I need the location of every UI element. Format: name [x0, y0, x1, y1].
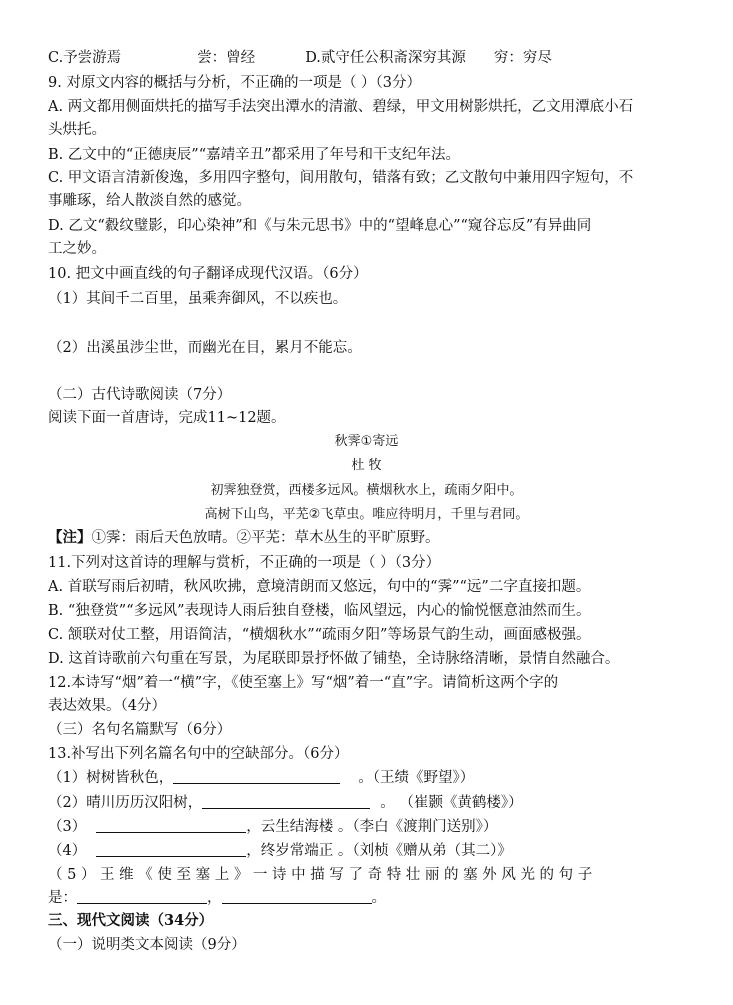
q9-option-a-line2: 头烘托。 [48, 122, 106, 138]
poem-note [48, 529, 440, 547]
q11-option-d: D. 这首诗歌前六句重在写景，为尾联即景抒怀做了铺垫，全诗脉络清晰，景情自然融合。 [48, 651, 620, 667]
option-c-d-line [48, 49, 552, 67]
answer-blank[interactable] [173, 769, 340, 784]
part-3-heading: 三、现代文阅读（34分） [48, 912, 214, 929]
poem-line-2: 高树下山鸟，平芜②飞草虫。唯应待明月，千里与君同。 [204, 507, 529, 522]
poem-line-1: 初霁独登赏，西楼多远风。横烟秋水上，疏雨夕阳中。 [210, 483, 523, 498]
answer-blank[interactable] [222, 889, 372, 904]
section-poetry-heading: （二）古代诗歌阅读（7分） [48, 387, 232, 403]
question-9: 9. 对原文内容的概括与分析，不正确的一项是（ ）（3分） [48, 75, 422, 91]
q13-item-1: （1）树树皆秋色， 。（王绩《野望》） [48, 770, 475, 786]
poem-author: 杜 牧 [351, 458, 382, 473]
part-3-subsection-1: （一）说明类文本阅读（9分） [48, 937, 246, 953]
q13-item-3: （3） ，云生结海楼 。（李白《渡荆门送别》） [48, 819, 498, 835]
section-dictation-heading: （三）名句名篇默写（6分） [48, 722, 232, 738]
answer-blank[interactable] [77, 889, 207, 904]
question-12-line2: 表达效果。（4分） [48, 698, 166, 714]
q10-sentence-2: （2）出溪虽涉尘世，而幽光在目，累月不能忘。 [48, 340, 362, 356]
question-11: 11.下列对这首诗的理解与赏析，不正确的一项是（ ）（3分） [48, 555, 441, 571]
q13-item-4: （4） ，终岁常端正 。（刘桢《赠从弟（其二）》 [48, 843, 512, 859]
question-12-line1: 12.本诗写“烟”着一“横”字，《使至塞上》写“烟”着一“直”字。请简析这两个字的 [48, 675, 559, 691]
q13-item-2: （2）晴川历历汉阳树， 。 （崔颢《黄鹤楼》） [48, 795, 523, 811]
q9-option-c-line1: C. 甲文语言清新俊逸，多用四字整句，间用散句，错落有致；乙文散句中兼用四字短句，不 [48, 170, 634, 186]
q10-sentence-1: （1）其间千二百里，虽乘奔御风，不以疾也。 [48, 291, 348, 307]
poetry-instruction: 阅读下面一首唐诗，完成11~12题。 [48, 410, 286, 426]
option-c-gloss: 尝：曾经 [197, 50, 256, 66]
question-13: 13.补写出下列名篇名句中的空缺部分。（6分） [48, 746, 349, 762]
q9-option-d-line1: D. 乙文“縠纹璧影，印心染神”和《与朱元思书》中的“望峰息心”“窥谷忘反”有异曲同 [48, 218, 592, 234]
option-d: D.贰守任公积斋深穷其源 [305, 50, 466, 66]
q13-item-5-line1: （ 5 ） 王 维 《 使 至 塞 上 》 一 诗 中 描 写 了 奇 特 壮 丽 的 塞 外 风 光 的 句 子 [48, 867, 593, 883]
poem-title: 秋霁①寄远 [334, 434, 399, 449]
answer-blank[interactable] [96, 818, 246, 833]
note-text: ①霁：雨后天色放晴。②平芜：草木丛生的平旷原野。 [91, 530, 440, 546]
answer-blank[interactable] [96, 842, 246, 857]
q11-option-c: C. 颔联对仗工整，用语简洁，“横烟秋水”“疏雨夕阳”等场景气韵生动，画面感极强。 [48, 627, 591, 643]
q11-option-b: B. “独登赏”“多远风”表现诗人雨后独自登楼，临风望远，内心的愉悦惬意油然而生。 [48, 603, 591, 619]
option-c: C.予尝游焉 [48, 50, 122, 66]
question-10: 10. 把文中画直线的句子翻译成现代汉语。（6分） [48, 266, 368, 282]
q9-option-c-line2: 事雕琢，给人散淡自然的感觉。 [48, 193, 251, 209]
q11-option-a: A. 首联写雨后初晴，秋风吹拂，意境清朗而又悠远，句中的“霁”“远”二字直接扣题。 [48, 579, 591, 595]
q13-item-5-line2: 是： ， 。 [48, 890, 386, 906]
q9-option-d-line2: 工之妙。 [48, 241, 106, 257]
option-d-gloss: 穷：穷尽 [493, 50, 552, 66]
answer-blank[interactable] [202, 794, 370, 809]
note-label: 【注】 [48, 529, 92, 546]
q9-option-a-line1: A. 两文都用侧面烘托的描写手法突出潭水的清澈、碧绿，甲文用树影烘托，乙文用潭底小石 [48, 99, 634, 115]
q9-option-b: B. 乙文中的“正德庚辰”“嘉靖辛丑”都采用了年号和干支纪年法。 [48, 147, 461, 163]
